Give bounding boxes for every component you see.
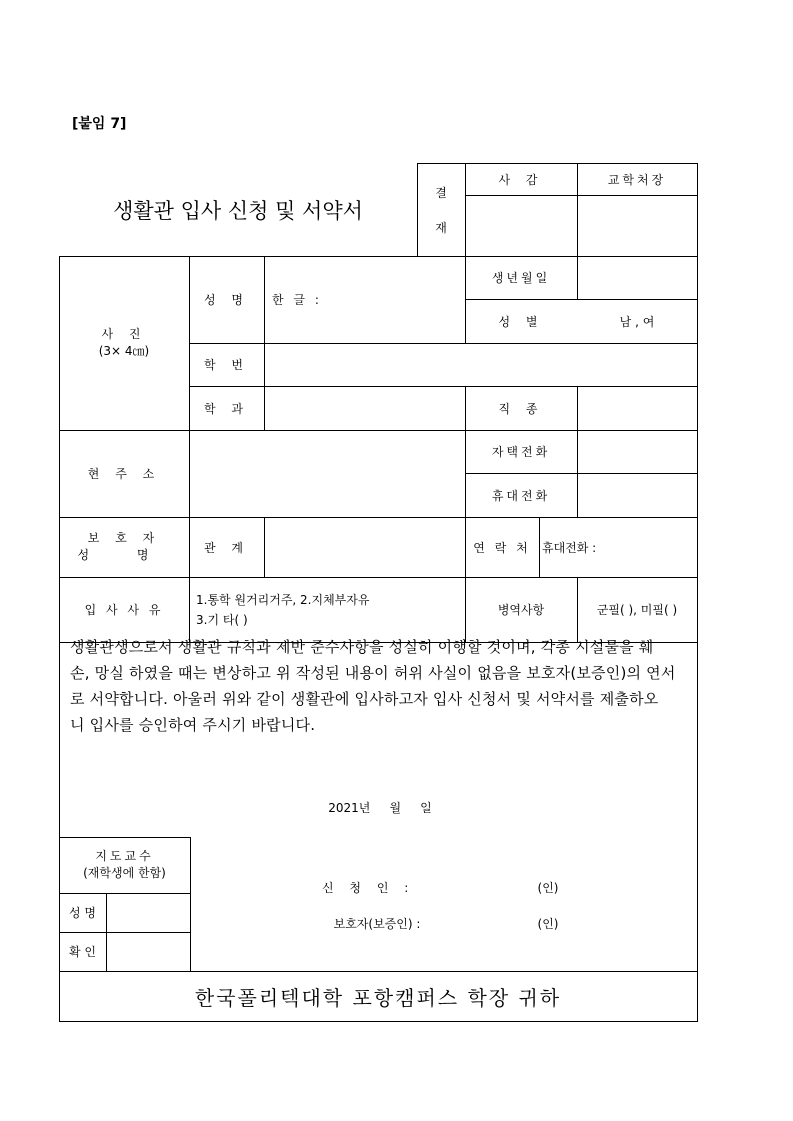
student-id-label: 학 번 [204, 358, 249, 372]
addressee: 한국폴리텍대학 포항캠퍼스 학장 귀하 [194, 985, 562, 1010]
relation-label: 관 계 [204, 540, 249, 555]
advisor-box [59, 837, 190, 893]
pledge-line: 니 입사를 승인하여 주시기 바랍니다. [70, 716, 316, 734]
reason-options[interactable] [196, 577, 462, 642]
address-field[interactable] [190, 431, 465, 517]
gender-field[interactable]: 남 , 여 [619, 314, 655, 329]
relation-field[interactable] [265, 518, 465, 577]
reason-label: 입 사 사 유 [84, 603, 164, 617]
department-label: 학 과 [204, 401, 249, 416]
name-field[interactable]: 한 글 : [272, 293, 322, 307]
department-field[interactable] [265, 387, 465, 430]
birthdate-label: 생년월일 [491, 271, 551, 285]
applicant-label: 신 청 인 : [322, 880, 415, 895]
birthdate-field[interactable] [578, 257, 697, 299]
pledge-line: 생활관생으로서 생활관 규칙과 제반 준수사항을 성실히 이행할 것이며, 각종 시설물을 훼 [70, 638, 654, 656]
advisor-confirm-field[interactable] [107, 933, 190, 971]
advisor-confirm-label: 확 인 [69, 945, 96, 959]
mobile-phone-field[interactable] [578, 474, 697, 517]
guardian-seal[interactable]: (인) [537, 916, 559, 931]
advisor-title: 지도교수 [95, 849, 154, 863]
pledge-line: 로 서약합니다. 아울러 위와 같이 생활관에 입사하고자 입사 신청서 및 서약서를 제출하오 [70, 690, 659, 708]
approval-col-supervisor: 사 감 [498, 172, 544, 187]
reason-option-line2: 3.기 타( ) [196, 612, 248, 627]
gender-label: 성 별 [498, 314, 544, 329]
guardian-label-line1: 보 호 자 [87, 531, 161, 545]
home-phone-label: 자택전화 [491, 445, 551, 459]
pledge-line: 손, 망실 하였을 때는 변상하고 위 작성된 내용이 허위 사실이 없음을 보호자(보증인)의 연서 [70, 664, 676, 682]
approval-sign-supervisor[interactable] [466, 196, 577, 256]
contact-label: 연 락 처 [473, 540, 531, 555]
guardian-signature-label: 보호자(보증인) : [333, 916, 421, 931]
home-phone-field[interactable] [578, 431, 697, 473]
advisor-note: (재학생에 한함) [83, 866, 166, 880]
name-label: 성 명 [204, 293, 249, 307]
applicant-seal[interactable]: (인) [537, 880, 559, 895]
approval-col-dean: 교학처장 [607, 172, 667, 187]
approval-sign-dean[interactable] [578, 196, 697, 256]
reason-option-line1: 1.통학 원거리거주, 2.지체부자유 [196, 592, 370, 607]
job-type-field[interactable] [578, 387, 697, 430]
approval-label-bottom: 재 [435, 220, 447, 235]
contact-field[interactable]: 휴대전화 : [542, 540, 597, 555]
date-line[interactable]: 2021년 월 일 [328, 800, 432, 815]
address-label: 현 주 소 [87, 467, 161, 481]
form-title: 생활관 입사 신청 및 서약서 [113, 199, 363, 223]
mobile-phone-label: 휴대전화 [491, 488, 551, 503]
pledge-text [70, 634, 702, 738]
guardian-name-label [59, 517, 189, 577]
photo-size: (3× 4㎝) [98, 344, 150, 358]
advisor-name-field[interactable] [107, 894, 190, 932]
approval-label-top: 결 [435, 185, 447, 200]
military-label: 병역사항 [497, 603, 545, 617]
advisor-name-label: 성 명 [69, 906, 96, 920]
job-type-label: 직 종 [498, 401, 544, 416]
guardian-label-line2: 성 명 [77, 548, 171, 562]
photo-label: 사 진 [101, 327, 147, 341]
attachment-label: [붙임 7] [72, 116, 127, 132]
student-id-field[interactable] [265, 344, 697, 386]
photo-box[interactable] [59, 256, 189, 430]
military-field[interactable]: 군필( ), 미필( ) [596, 603, 678, 617]
